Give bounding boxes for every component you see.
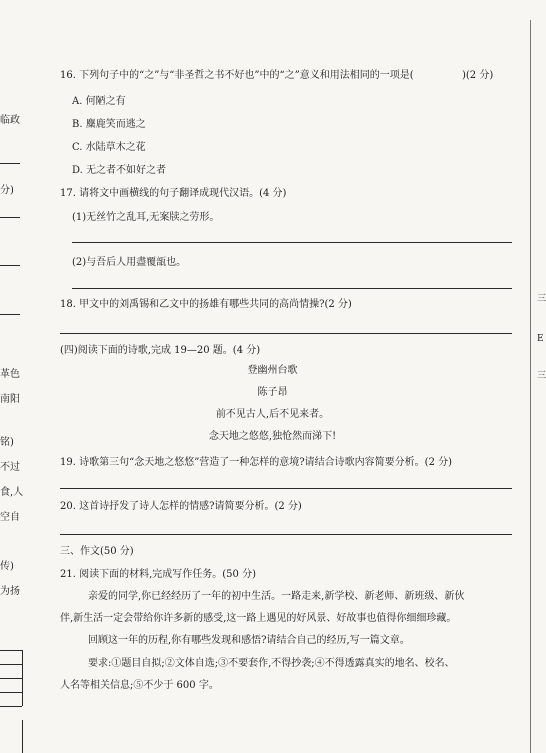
q17-sentence-2: (2)与吾后人用盡覆瓿也。	[72, 257, 187, 268]
material-para1-a: 亲爱的同学,你已经经历了一年的初中生活。一路走来,新学校、新老师、新班级、新伙	[88, 591, 465, 602]
poem-line-1: 前不见古人,后不见来者。	[215, 409, 330, 420]
right-fragment: E	[537, 334, 544, 344]
requirements-1: 要求:①题目自拟;②文体自选;③不要套作,不得抄袭;④不得透露真实的地名、校名、	[88, 658, 455, 669]
q16-option-b: B. 麋鹿笑而逃之	[72, 119, 146, 130]
grid-line	[0, 678, 22, 679]
left-answer-line	[0, 163, 20, 164]
poem-title: 登幽州台歌	[247, 365, 298, 376]
q20-stem: 20. 这首诗抒发了诗人怎样的情感?请简要分析。(2 分)	[60, 501, 302, 512]
left-fragment: 革色	[0, 369, 20, 380]
q16-score: )(2 分)	[462, 70, 494, 81]
left-fragment: 南阳	[0, 394, 20, 405]
answer-line	[72, 242, 512, 243]
left-fragment: 传)	[0, 561, 14, 572]
poem-line-2: 念天地之悠悠,独怆然而涕下!	[208, 431, 337, 442]
section4-heading: (四)阅读下面的诗歌,完成 19—20 题。(4 分)	[60, 345, 261, 356]
answer-line	[60, 333, 512, 334]
answer-line	[60, 488, 512, 489]
left-fragment: 铭)	[0, 437, 14, 448]
right-fragment: 三	[537, 371, 546, 381]
material-para2: 回顾这一年的历程,你有哪些发现和感悟?请结合自己的经历,写一篇文章。	[88, 635, 410, 646]
left-fragment: 食,人	[0, 487, 24, 498]
left-fragment: 空自	[0, 512, 20, 523]
q16-stem: 16. 下列句子中的“之”与“非圣哲之书不好也”中的“之”意义和用法相同的一项是(	[60, 70, 414, 81]
left-answer-line	[0, 265, 20, 266]
left-answer-line	[0, 217, 20, 218]
q19-stem: 19. 诗歌第三句“念天地之悠悠”营造了一种怎样的意境?请结合诗歌内容简要分析。(2 分)	[60, 457, 453, 468]
q16-option-a: A. 何陋之有	[72, 96, 126, 107]
q16-option-d: D. 无之者不如好之者	[72, 165, 167, 176]
left-fragment: 为扬	[0, 586, 20, 597]
poem-author: 陈子昂	[257, 387, 288, 398]
left-fragment: 分)	[0, 185, 14, 196]
requirements-2: 人名等相关信息;⑤不少于 600 字。	[60, 680, 219, 691]
section3-heading: 三、作文(50 分)	[60, 546, 134, 557]
grid-line	[0, 664, 22, 665]
q16-option-c: C. 水陆草木之花	[72, 142, 146, 153]
left-fragment: 不过	[0, 462, 20, 473]
q17-sentence-1: (1)无丝竹之乱耳,无案牍之劳形。	[72, 212, 220, 223]
grid-line	[0, 706, 22, 707]
left-answer-line	[0, 314, 20, 315]
right-fragment: 三	[537, 294, 546, 304]
left-fragment: 临政	[0, 115, 20, 126]
q18-stem: 18. 甲文中的刘禹锡和乙文中的扬雄有哪些共同的高尚情操?(2 分)	[60, 299, 352, 310]
grid-border	[22, 720, 23, 753]
answer-line	[60, 534, 512, 535]
answer-line	[72, 288, 512, 289]
grid-line	[0, 692, 22, 693]
material-para1-b: 伴,新生活一定会带给你许多新的感受,这一路上遇见的好风景、好故事也值得你细细珍藏。	[60, 613, 457, 624]
grid-line	[0, 650, 22, 651]
q21-stem: 21. 阅读下面的材料,完成写作任务。(50 分)	[60, 569, 256, 580]
grid-border	[22, 650, 23, 706]
q17-stem: 17. 请将文中画横线的句子翻译成现代汉语。(4 分)	[60, 188, 287, 199]
